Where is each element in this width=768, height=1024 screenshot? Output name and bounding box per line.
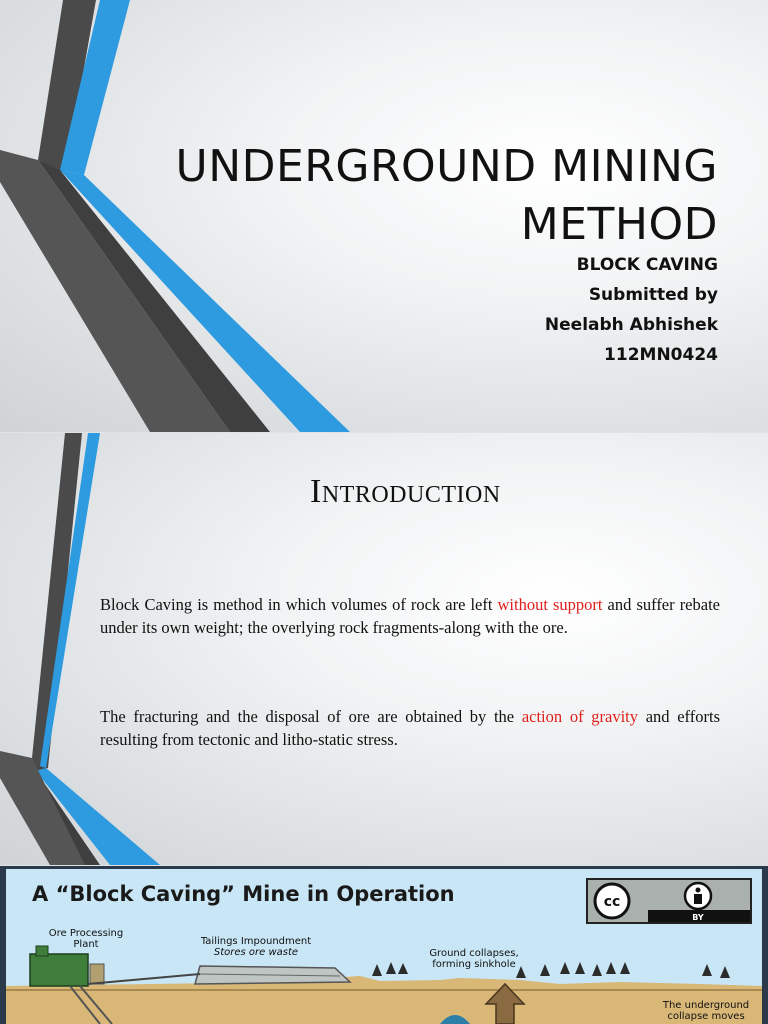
title-slide <box>0 0 768 432</box>
cc-text: cc <box>603 894 621 910</box>
subtitle-submitted-by: Submitted by <box>588 285 718 305</box>
title-line-2: METHOD <box>520 199 718 250</box>
slide-title <box>158 138 718 254</box>
block-caving-diagram-slide <box>0 866 768 1024</box>
slide-title <box>310 473 501 511</box>
slide-subtitle <box>318 250 718 370</box>
para2-text-b: and efforts resulting from tectonic and litho-static stress. <box>100 707 720 749</box>
diagram-title: A “Block Caving” Mine in Operation <box>32 882 455 906</box>
para1-text-b: and suffer rebate under its own weight; the overlying rock fragments-along with the ore. <box>100 595 720 637</box>
label-ore-processing-plant <box>36 928 136 950</box>
title-initial: I <box>310 473 322 510</box>
para1-highlight: without support <box>497 595 603 614</box>
subtitle-roll-number: 112MN0424 <box>604 345 718 365</box>
subtitle-author: Neelabh Abhishek <box>544 315 718 335</box>
label-ground-line-2: forming sinkhole <box>432 959 516 970</box>
by-text: BY <box>692 913 704 922</box>
label-tailings-impoundment <box>186 936 326 958</box>
label-tailings-line-1: Tailings Impoundment <box>200 936 312 947</box>
para2-highlight: action of gravity <box>521 707 639 726</box>
intro-paragraph-2 <box>100 705 720 751</box>
label-under-line-2: collapse moves <box>667 1011 745 1022</box>
label-ground-collapses <box>414 948 534 970</box>
para2-text-a: The fracturing and the disposal of ore are obtained by the <box>100 707 522 726</box>
label-plant-line-1: Ore Processing <box>48 928 124 939</box>
title-rest: NTRODUCTION <box>321 482 501 508</box>
label-underground-collapse <box>648 1000 764 1022</box>
introduction-slide <box>0 433 768 865</box>
label-tailings-line-2: Stores ore waste <box>213 947 299 958</box>
title-line-1: UNDERGROUND MINING <box>175 141 718 192</box>
intro-paragraph-1 <box>100 593 720 639</box>
label-plant-line-2: Plant <box>73 939 99 950</box>
cc-by-license-badge <box>586 878 752 924</box>
subtitle-topic: BLOCK CAVING <box>576 255 718 275</box>
label-ground-line-1: Ground collapses, <box>429 948 519 959</box>
para1-text-a: Block Caving is method in which volumes of rock are left <box>100 595 498 614</box>
label-under-line-1: The underground <box>662 1000 750 1011</box>
cc-license-icon <box>588 880 750 922</box>
